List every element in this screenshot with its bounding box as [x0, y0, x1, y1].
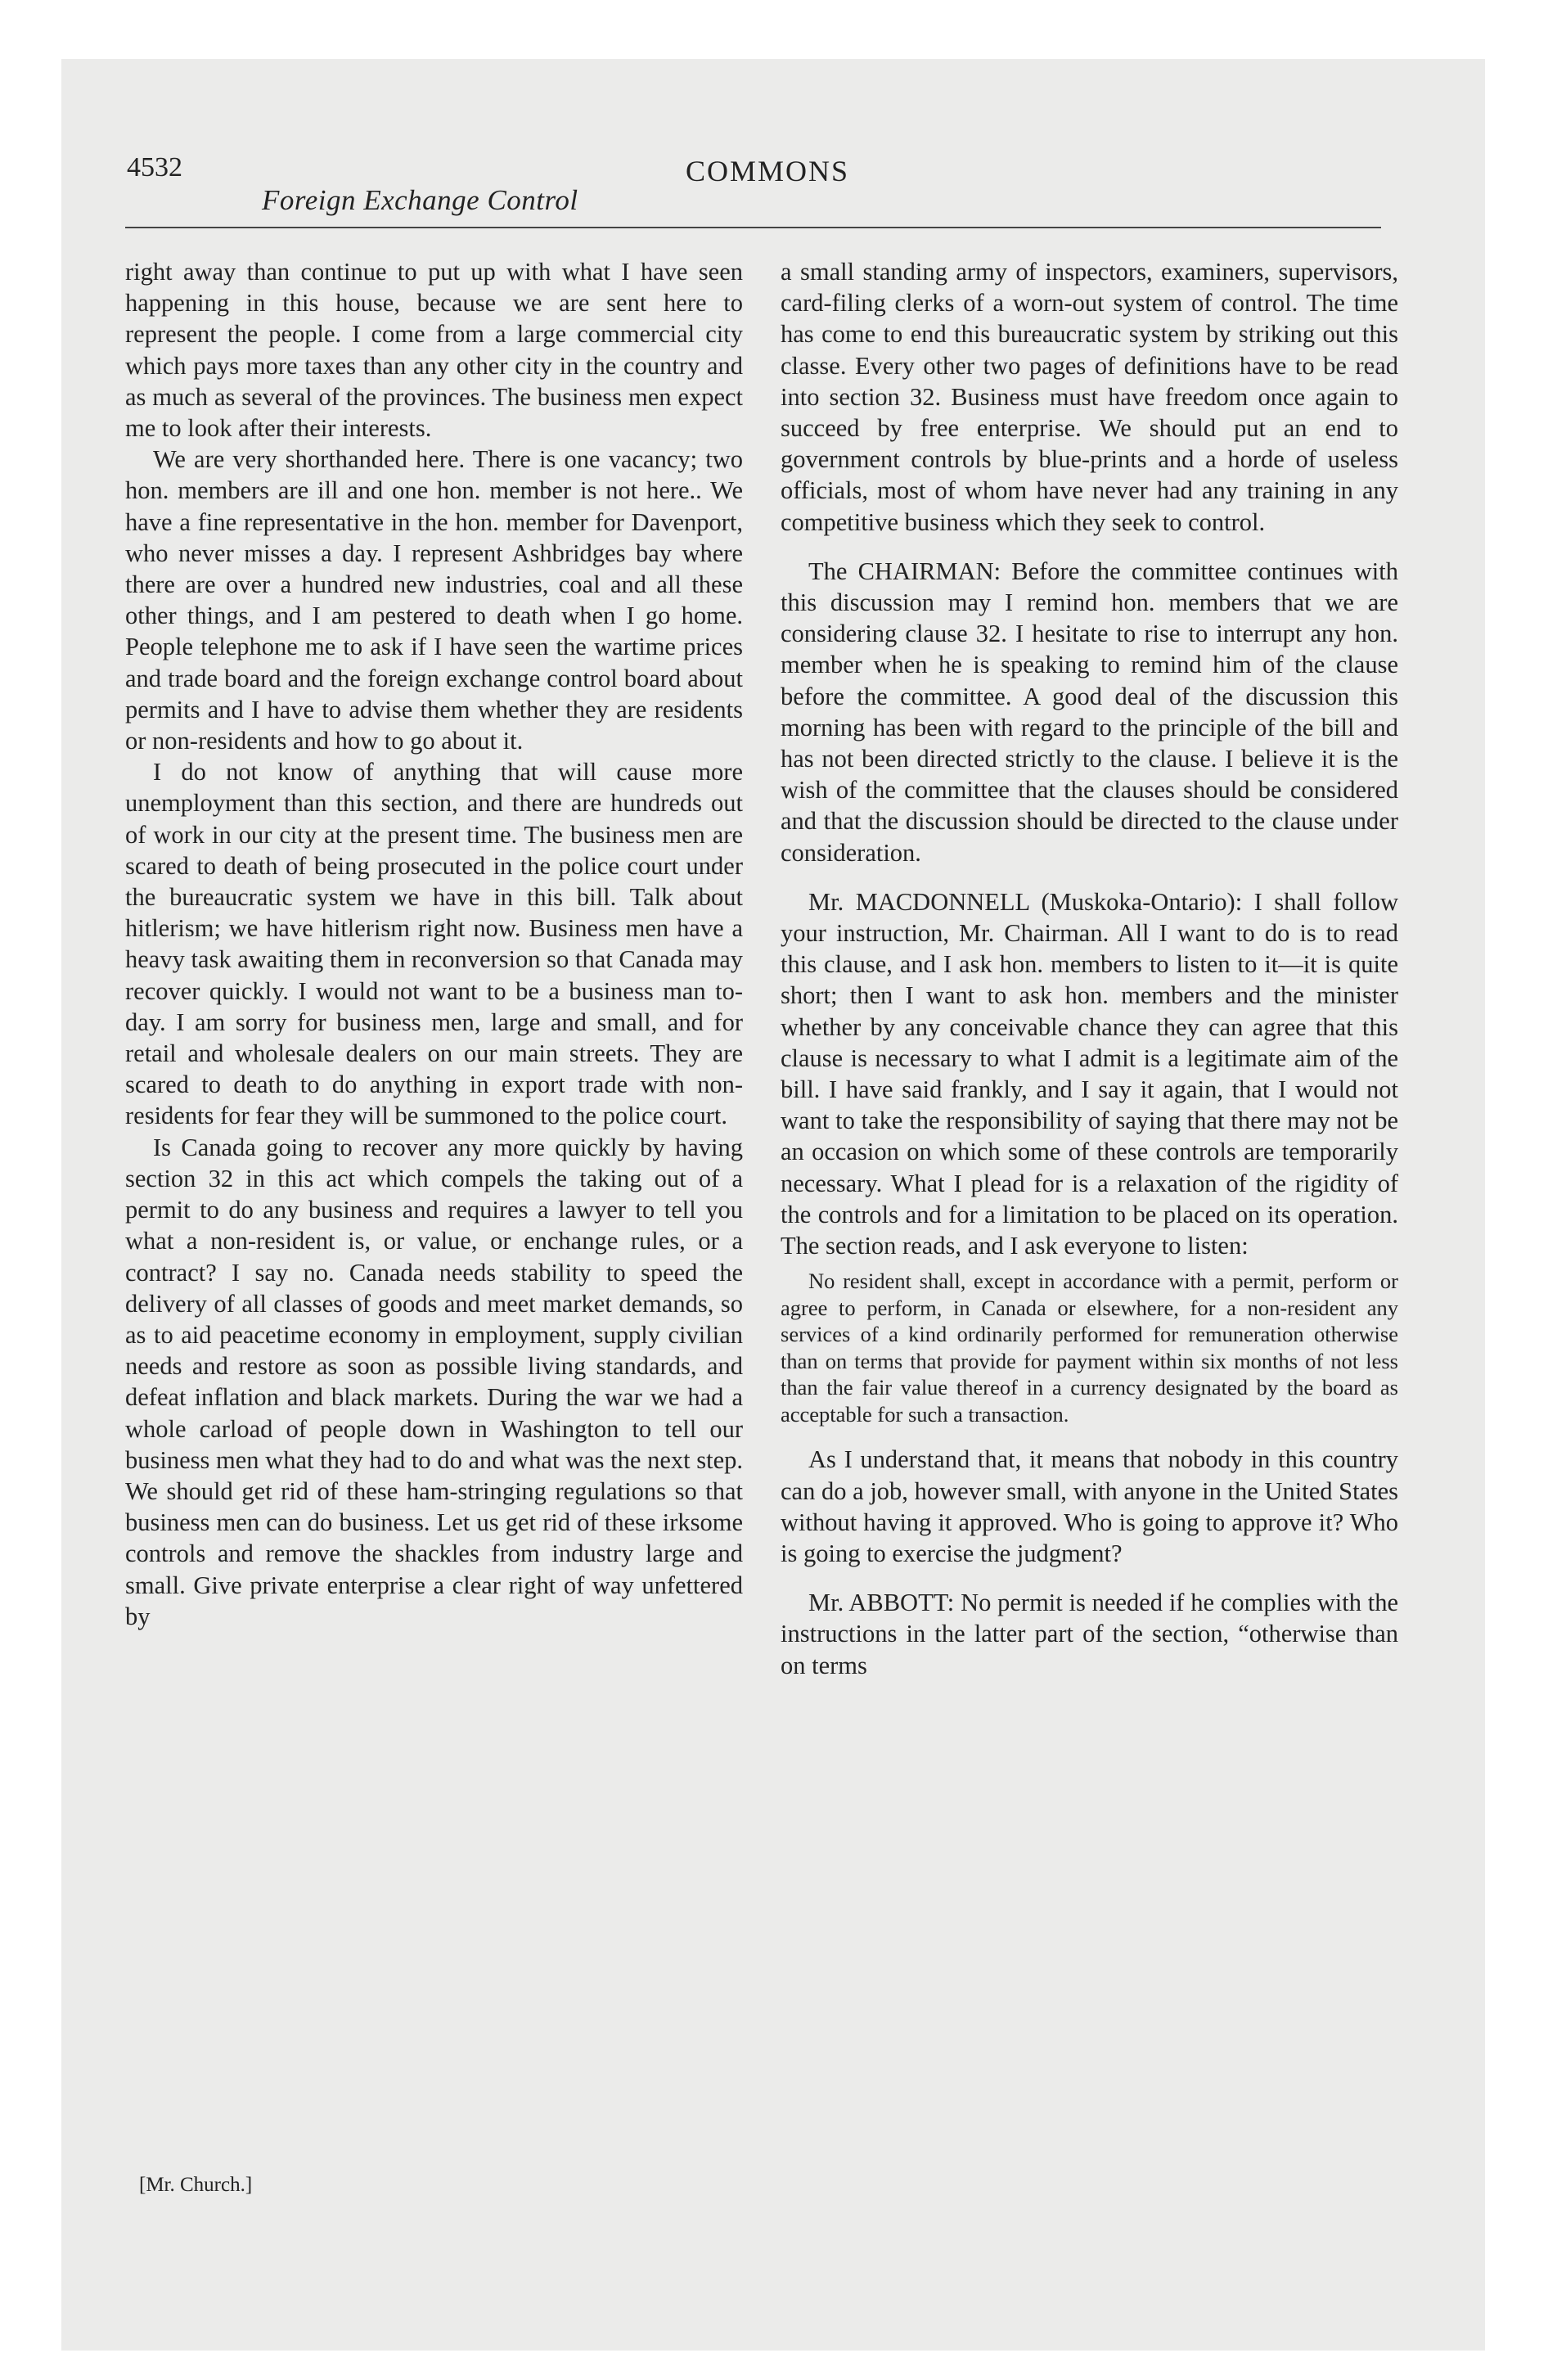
page-number: 4532: [127, 152, 182, 183]
quoted-section: No resident shall, except in accordance with a permit, perform or agree to perform, in Canada or elsewhere, for a non-resident any services of a kind ordinarily performed for remuneration otherwise than on terms that provide for payment within six months of not less than the fair value thereof in a currency designated by the board as acceptable for such a transaction.: [781, 1269, 1398, 1427]
running-title: COMMONS: [686, 155, 850, 187]
left-column: [125, 256, 743, 1632]
paragraph: As I understand that, it means that nobody in this country can do a job, however small, with anyone in the United States without having it approved. Who is going to approve it? Who is going to exercise the judgment?: [781, 1445, 1398, 1567]
header-rule: [125, 227, 1381, 228]
paragraph: Mr. MACDONNELL (Muskoka-Ontario): I shall follow your instruction, Mr. Chairman. All I want to do is to read this clause, and I ask hon. members to listen to it—it is quite short; then I want to ask hon. members and the minister whether by any conceivable chance they can agree that this clause is necessary to what I admit is a legitimate aim of the bill. I have said frankly, and I say it again, that I would not want to take the responsibility of saying that there may not be an occasion on which some of these controls are temporarily necessary. What I plead for is a relaxation of the rigidity of the controls and for a limitation to be placed on its operation. The section reads, and I ask everyone to listen:: [781, 887, 1398, 1260]
paragraph: Is Canada going to recover any more quickly by having section 32 in this act which compels the taking out of a permit to do any business and requires a lawyer to tell you what a non-resident is, or value, or enchange rules, or a contract? I say no. Canada needs stability to speed the delivery of all classes of goods and meet market demands, so as to aid peacetime economy in employment, supply civilian needs and restore as soon as possible living standards, and defeat inflation and black markets. During the war we had a whole carload of people down in Washington to tell our business men what they had to do and what was the next step. We should get rid of these ham-stringing regulations so that business men can do business. Let us get rid of these irksome controls and remove the shackles from industry large and small. Give private enterprise a clear right of way unfettered by: [125, 1133, 743, 1630]
paragraph: The CHAIRMAN: Before the committee continues with this discussion may I remind hon. members that we are considering clause 32. I hesitate to rise to interrupt any hon. member when he is speaking to remind him of the clause before the committee. A good deal of the discussion this morning has been with regard to the principle of the bill and has not been directed strictly to the clause. I believe it is the wish of the committee that the clauses should be considered and that the discussion should be directed to the clause under consideration.: [781, 557, 1398, 867]
paragraph: I do not know of anything that will cause more unemployment than this section, and there are hundreds out of work in our city at the present time. The business men are scared to death of being prosecuted in the police court under the bureaucratic system we have in this bill. Talk about hitlerism; we have hitlerism right now. Business men have a heavy task awaiting them in reconversion so that Canada may recover quickly. I would not want to be a business man to-day. I am sorry for business men, large and small, and for retail and wholesale dealers on our main streets. They are scared to death to do anything in export trade with non-residents for fear they will be summoned to the police court.: [125, 758, 743, 1130]
speaker-attribution: [Mr. Church.]: [139, 2174, 253, 2196]
paragraph: Mr. ABBOTT: No permit is needed if he complies with the instructions in the latter part of the section, “otherwise than on terms: [781, 1589, 1398, 1679]
paragraph: a small standing army of inspectors, examiners, supervisors, card-filing clerks of a worn-out system of control. The time has come to end this bureaucratic system by striking out this classe. Every other two pages of definitions have to be read into section 32. Business must have freedom once again to succeed by free enterprise. We should put an end to government controls by blue-prints and a horde of useless officials, most of whom have never had any training in any competitive business which they seek to control.: [781, 258, 1398, 536]
paragraph: right away than continue to put up with what I have seen happening in this house, because we are sent here to represent the people. I come from a large commercial city which pays more taxes than any other city in the country and as much as several of the provinces. The business men expect me to look after their interests.: [125, 258, 743, 443]
paragraph: We are very shorthanded here. There is one vacancy; two hon. members are ill and one hon. member is not here.. We have a fine representative in the hon. member for Davenport, who never misses a day. I represent Ashbridges bay where there are over a hundred new industries, coal and all these other things, and I am pestered to death when I go home. People telephone me to ask if I have seen the wartime prices and trade board and the foreign exchange control board about permits and I have to advise them whether they are residents or non-residents and how to go about it.: [125, 445, 743, 755]
running-subject: Foreign Exchange Control: [262, 184, 578, 216]
right-column: [781, 256, 1398, 1681]
